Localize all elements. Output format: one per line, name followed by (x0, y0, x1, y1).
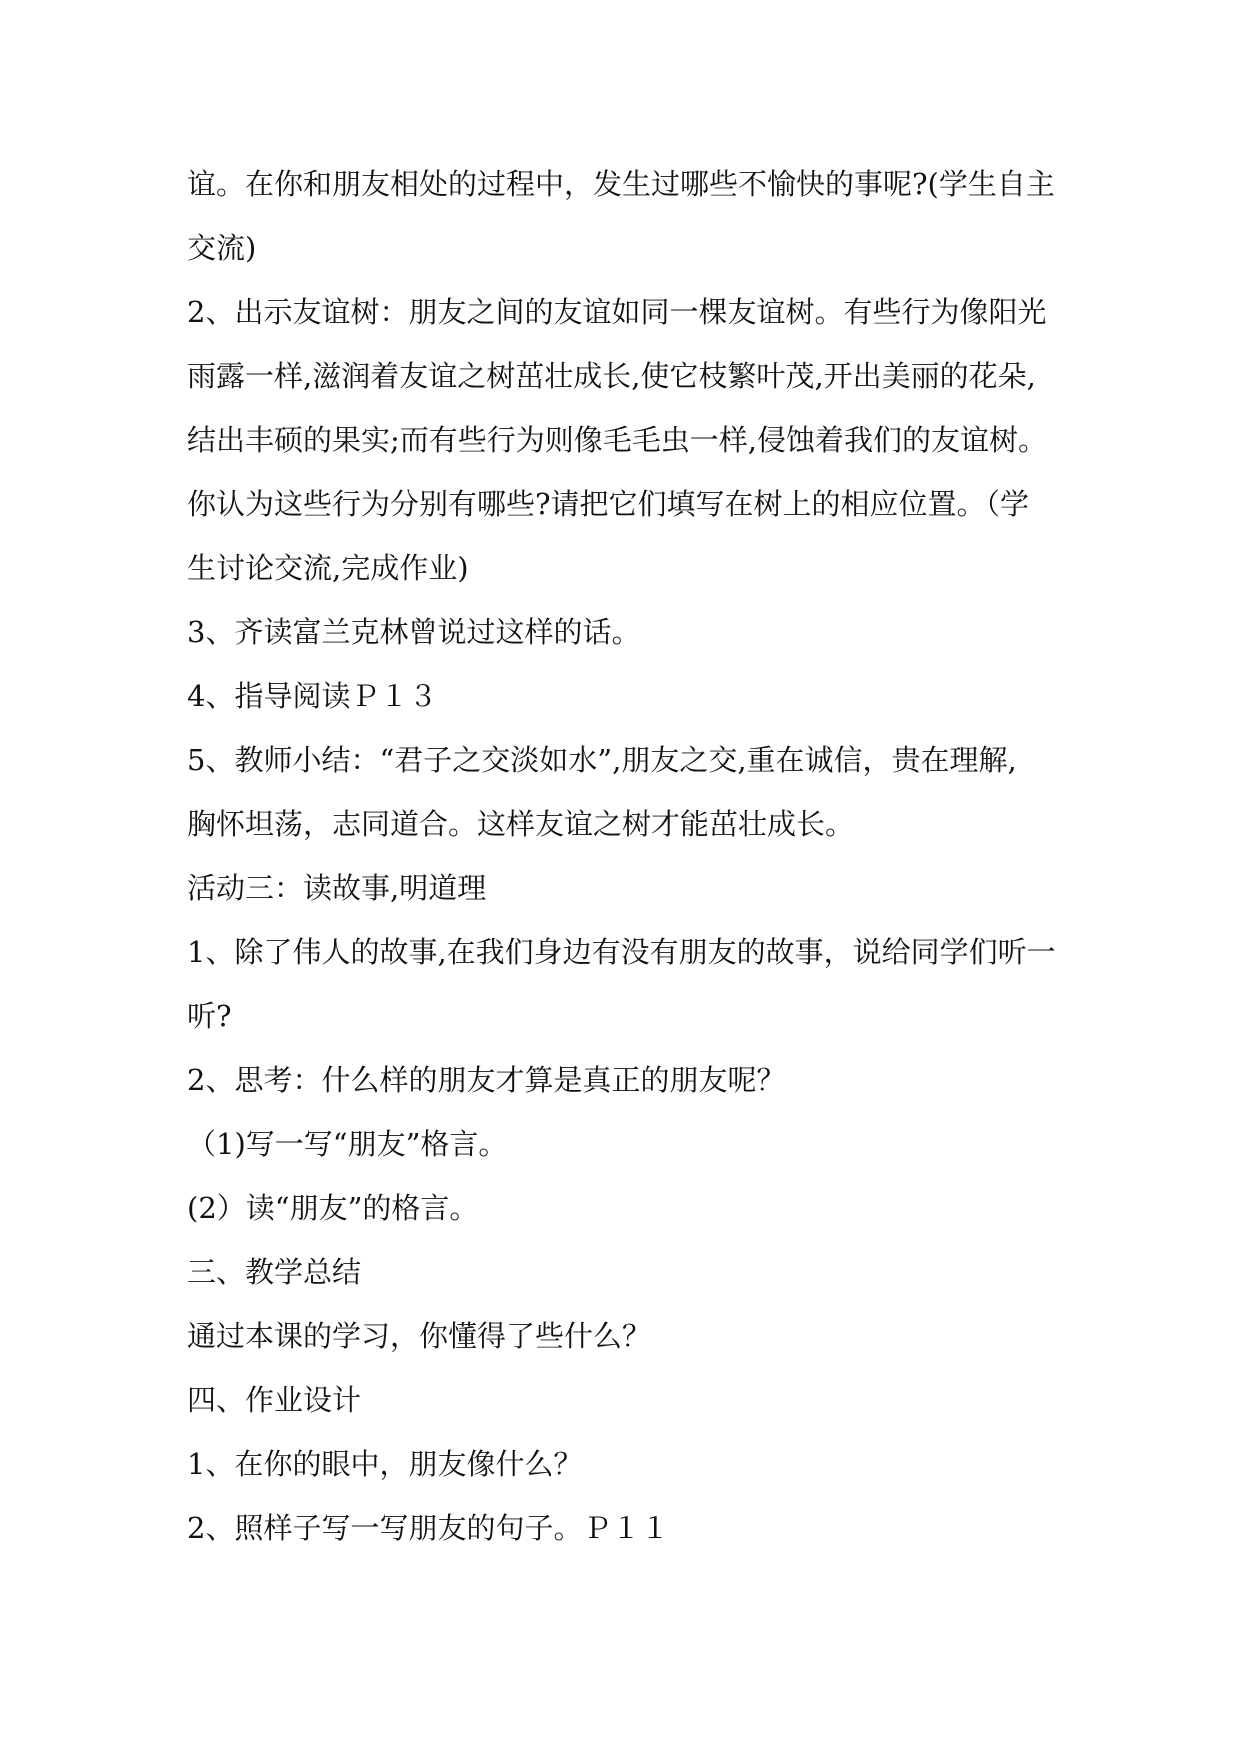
text-line: 谊。在你和朋友相处的过程中，发生过哪些不愉快的事呢?(学生自主 (187, 167, 1055, 201)
text-line: 听? (187, 999, 232, 1033)
text-line: 2、思考：什么样的朋友才算是真正的朋友呢？ (187, 1063, 786, 1097)
text-line: 3、齐读富兰克林曾说过这样的话。 (187, 615, 641, 649)
section-heading: 四、作业设计 (187, 1383, 362, 1417)
text-line: 交流) (187, 231, 257, 265)
text-line: 雨露一样,滋润着友谊之树茁壮成长,使它枝繁叶茂,开出美丽的花朵, (187, 359, 1036, 393)
text-line: 结出丰硕的果实;而有些行为则像毛毛虫一样,侵蚀着我们的友谊树。 (187, 423, 1047, 457)
section-heading: 活动三：读故事,明道理 (187, 871, 487, 905)
text-line: 1、除了伟人的故事,在我们身边有没有朋友的故事，说给同学们听一 (187, 935, 1056, 969)
text-line: (2）读“朋友”的格言。 (187, 1191, 479, 1225)
text-line: 4、指导阅读Ｐ１３ (187, 679, 438, 713)
text-line: 5、教师小结：“君子之交淡如水”,朋友之交,重在诚信，贵在理解, (187, 743, 1017, 777)
text-line: 1、在你的眼中，朋友像什么？ (187, 1447, 583, 1481)
text-line: 2、出示友谊树：朋友之间的友谊如同一棵友谊树。有些行为像阳光 (187, 295, 1047, 329)
text-line: 2、照样子写一写朋友的句子。Ｐ１１ (187, 1511, 670, 1545)
text-line: （1)写一写“朋友”格言。 (187, 1127, 508, 1161)
text-line: 生讨论交流,完成作业) (187, 551, 469, 585)
text-line: 你认为这些行为分别有哪些?请把它们填写在树上的相应位置。（学 (187, 487, 1030, 521)
section-heading: 三、教学总结 (187, 1255, 362, 1289)
text-line: 胸怀坦荡，志同道合。这样友谊之树才能茁壮成长。 (187, 807, 855, 841)
text-line: 通过本课的学习，你懂得了些什么？ (187, 1319, 652, 1353)
